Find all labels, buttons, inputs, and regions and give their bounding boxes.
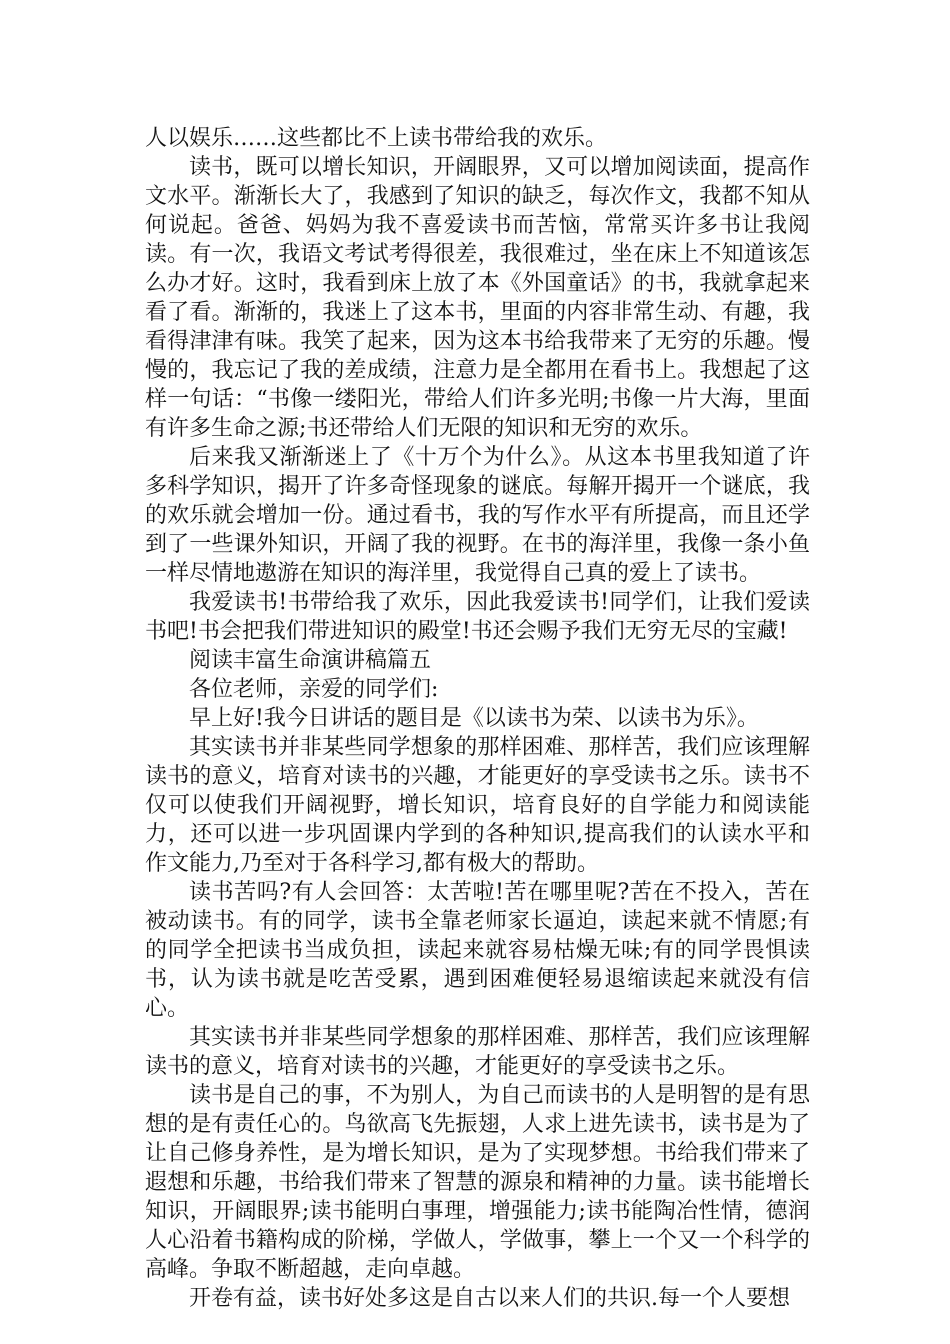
document-body <box>145 124 810 1313</box>
section-heading: 阅读丰富生命演讲稿篇五 <box>189 648 432 673</box>
speech-opening: 早上好!我今日讲话的题目是《以读书为荣、以读书为乐》。 <box>189 706 759 731</box>
paragraph-continuation: 人以娱乐……这些都比不上读书带给我的欢乐。 <box>145 126 608 151</box>
paragraph: 读书，既可以增长知识，开阔眼界，又可以增加阅读面，提高作文水平。渐渐长大了，我感到了知识的缺乏，每次作文，我都不知从何说起。爸爸、妈妈为我不喜爱读书而苦恼，常常买许多书让我阅读。有一次，我语文考试考得很差，我很难过，坐在床上不知道该怎么办才好。这时，我看到床上放了本《外国童话》的书，我就拿起来看了看。渐渐的，我迷上了这本书，里面的内容非常生动、有趣，我看得津津有味。我笑了起来，因为这本书给我带来了无穷的乐趣。慢慢的，我忘记了我的差成绩，注意力是全都用在看书上。我想起了这样一句话：“书像一缕阳光，带给人们许多光明;书像一片大海，里面有许多生命之源;书还带给人们无限的知识和无穷的欢乐。 <box>145 155 810 441</box>
paragraph: 读书苦吗?有人会回答：太苦啦!苦在哪里呢?苦在不投入，苦在被动读书。有的同学，读书全靠老师家长逼迫，读起来就不情愿;有的同学全把读书当成负担，读起来就容易枯燥无味;有的同学畏惧读书，认为读书就是吃苦受累，遇到困难便轻易退缩读起来就没有信心。 <box>145 880 810 1021</box>
paragraph: 其实读书并非某些同学想象的那样困难、那样苦，我们应该理解读书的意义，培育对读书的兴趣，才能更好的享受读书之乐。读书不仅可以使我们开阔视野，增长知识，培育良好的自学能力和阅读能力，还可以进一步巩固课内学到的各种知识,提高我们的认读水平和作文能力,乃至对于各科学习,都有极大的帮助。 <box>145 735 810 876</box>
paragraph: 读书是自己的事，不为别人，为自己而读书的人是明智的是有思想的是有责任心的。鸟欲高飞先振翅，人求上进先读书，读书是为了让自己修身养性，是为增长知识，是为了实现梦想。书给我们带来了遐想和乐趣，书给我们带来了智慧的源泉和精神的力量。读书能增长知识，开阔眼界;读书能明白事理，增强能力;读书能陶冶性情，德润人心沿着书籍构成的阶梯，学做人，学做事，攀上一个又一个科学的高峰。争取不断超越，走向卓越。 <box>145 1083 810 1282</box>
paragraph: 其实读书并非某些同学想象的那样困难、那样苦，我们应该理解读书的意义，培育对读书的兴趣，才能更好的享受读书之乐。 <box>145 1025 810 1079</box>
paragraph: 开卷有益，读书好处多这是自古以来人们的共识.每一个人要想 <box>189 1286 790 1311</box>
salutation: 各位老师，亲爱的同学们: <box>189 677 439 702</box>
paragraph: 我爱读书!书带给我了欢乐，因此我爱读书!同学们，让我们爱读书吧!书会把我们带进知识的殿堂!书还会赐予我们无穷无尽的宝藏! <box>145 590 810 644</box>
paragraph: 后来我又渐渐迷上了《十万个为什么》。从这本书里我知道了许多科学知识，揭开了许多奇怪现象的谜底。每解开揭开一个谜底，我的欢乐就会增加一份。通过看书，我的写作水平有所提高，而且还学到了一些课外知识，开阔了我的视野。在书的海洋里，我像一条小鱼一样尽情地遨游在知识的海洋里，我觉得自己真的爱上了读书。 <box>145 445 810 586</box>
